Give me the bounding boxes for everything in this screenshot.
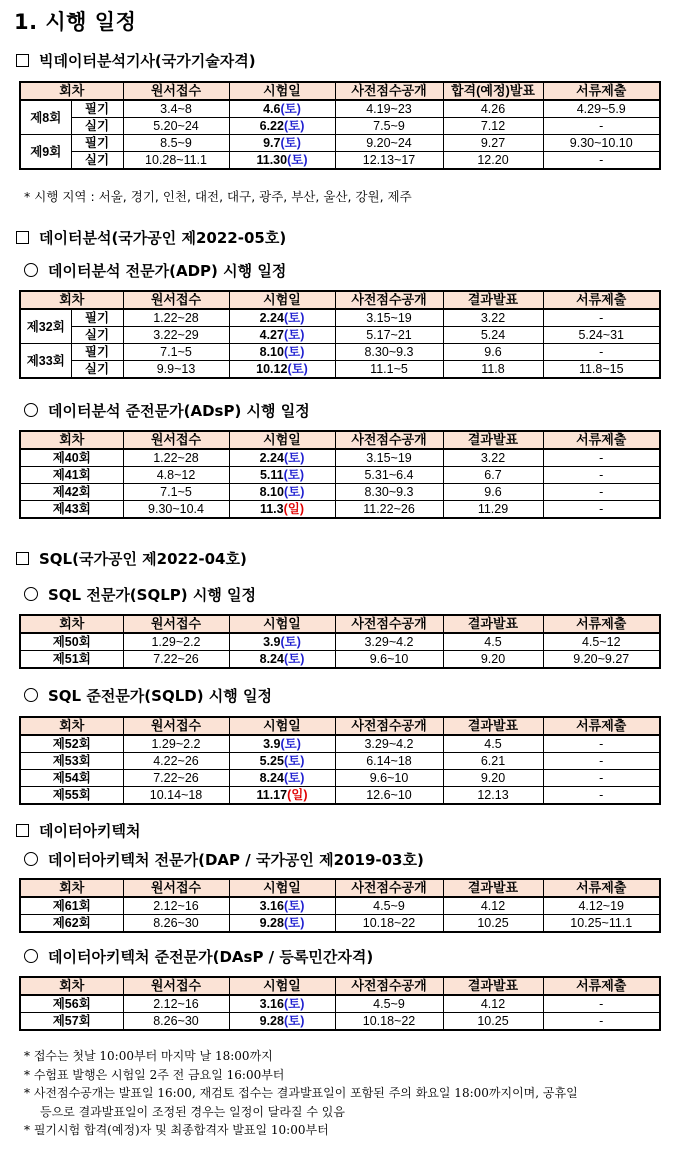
exam-weekday: (토) bbox=[283, 328, 305, 342]
round-cell: 제41회 bbox=[20, 467, 123, 484]
pre-score-cell: 8.30~9.3 bbox=[335, 344, 443, 361]
exam-date: 5.11 bbox=[259, 468, 284, 482]
docs-cell: - bbox=[543, 118, 660, 135]
docs-cell: 10.25~11.1 bbox=[543, 915, 660, 933]
pre-score-cell: 3.29~4.2 bbox=[335, 633, 443, 651]
exam-date: 4.6 bbox=[263, 102, 281, 116]
result-cell: 9.6 bbox=[443, 344, 543, 361]
docs-cell: - bbox=[543, 484, 660, 501]
exam-type-cell: 실기 bbox=[71, 152, 123, 170]
apply-period-cell: 8.5~9 bbox=[123, 135, 229, 152]
docs-cell: 9.20~9.27 bbox=[543, 651, 660, 669]
column-header: 원서접수 bbox=[123, 291, 229, 309]
pre-score-cell: 4.5~9 bbox=[335, 995, 443, 1013]
exam-date-cell bbox=[229, 770, 335, 787]
exam-date-cell bbox=[229, 897, 335, 915]
exam-weekday: (토) bbox=[280, 102, 301, 116]
exam-date-cell bbox=[229, 361, 335, 379]
column-header: 원서접수 bbox=[123, 82, 229, 100]
table-row bbox=[20, 770, 660, 787]
docs-cell: - bbox=[543, 467, 660, 484]
exam-weekday: (토) bbox=[287, 362, 308, 376]
apply-period-cell: 8.26~30 bbox=[123, 1013, 229, 1031]
exam-weekday: (토) bbox=[283, 771, 305, 785]
table-row bbox=[20, 484, 660, 501]
bigdata-table bbox=[19, 81, 661, 170]
result-cell: 3.22 bbox=[443, 309, 543, 327]
pre-score-cell: 3.15~19 bbox=[335, 449, 443, 467]
subsection-dasp: 데이터아키텍처 준전문가(DAsP / 등록민간자격) bbox=[24, 946, 373, 967]
column-header: 시험일 bbox=[229, 82, 335, 100]
column-header: 결과발표 bbox=[443, 717, 543, 735]
column-header: 시험일 bbox=[229, 615, 335, 633]
exam-weekday: (일) bbox=[287, 788, 308, 802]
column-header: 결과발표 bbox=[443, 977, 543, 995]
section-dataanalysis: 데이터분석(국가공인 제2022-05호) bbox=[16, 227, 286, 248]
exam-weekday: (토) bbox=[287, 153, 308, 167]
table-row bbox=[20, 753, 660, 770]
exam-date-cell bbox=[229, 309, 335, 327]
exam-weekday: (토) bbox=[283, 451, 305, 465]
column-header: 원서접수 bbox=[123, 879, 229, 897]
subsection-dap: 데이터아키텍처 전문가(DAP / 국가공인 제2019-03호) bbox=[24, 849, 424, 870]
round-cell: 제52회 bbox=[20, 735, 123, 753]
column-header: 서류제출 bbox=[543, 615, 660, 633]
docs-cell: - bbox=[543, 344, 660, 361]
adp-table bbox=[19, 290, 661, 379]
round-cell: 제32회 bbox=[20, 309, 71, 344]
square-bullet-icon bbox=[16, 231, 29, 244]
exam-weekday: (토) bbox=[283, 485, 305, 499]
round-cell: 제56회 bbox=[20, 995, 123, 1013]
table-row bbox=[20, 995, 660, 1013]
exam-date: 3.16 bbox=[259, 997, 284, 1011]
result-cell: 4.5 bbox=[443, 633, 543, 651]
exam-date-cell bbox=[229, 735, 335, 753]
exam-date: 11.17 bbox=[256, 788, 288, 802]
exam-region-note: * 시행 지역 : 서울, 경기, 인천, 대전, 대구, 광주, 부산, 울산, 강원, 제주 bbox=[24, 189, 412, 204]
round-cell: 제43회 bbox=[20, 501, 123, 519]
column-header: 시험일 bbox=[229, 291, 335, 309]
table-row bbox=[20, 135, 660, 152]
circle-bullet-icon bbox=[24, 852, 38, 866]
result-cell: 3.22 bbox=[443, 449, 543, 467]
round-cell: 제8회 bbox=[20, 100, 71, 135]
subsection-adp: 데이터분석 전문가(ADP) 시행 일정 bbox=[24, 260, 286, 281]
result-cell: 9.20 bbox=[443, 770, 543, 787]
exam-date-cell bbox=[229, 152, 335, 170]
table-row bbox=[20, 344, 660, 361]
exam-date: 8.10 bbox=[259, 485, 284, 499]
column-header: 합격(예정)발표 bbox=[443, 82, 543, 100]
exam-date: 3.9 bbox=[263, 737, 281, 751]
table-header-row bbox=[20, 291, 660, 309]
square-bullet-icon bbox=[16, 824, 29, 837]
docs-cell: 4.12~19 bbox=[543, 897, 660, 915]
exam-date-cell bbox=[229, 753, 335, 770]
column-header: 시험일 bbox=[229, 431, 335, 449]
result-cell: 7.12 bbox=[443, 118, 543, 135]
table-header-row bbox=[20, 431, 660, 449]
exam-weekday: (토) bbox=[280, 136, 301, 150]
exam-date: 8.24 bbox=[259, 652, 284, 666]
docs-cell: - bbox=[543, 309, 660, 327]
table-row bbox=[20, 449, 660, 467]
docs-cell: 4.29~5.9 bbox=[543, 100, 660, 118]
column-header: 회차 bbox=[20, 82, 123, 100]
column-header: 결과발표 bbox=[443, 615, 543, 633]
column-header: 시험일 bbox=[229, 977, 335, 995]
apply-period-cell: 7.1~5 bbox=[123, 344, 229, 361]
table-row bbox=[20, 735, 660, 753]
column-header: 서류제출 bbox=[543, 291, 660, 309]
exam-weekday: (토) bbox=[283, 119, 305, 133]
square-bullet-icon bbox=[16, 552, 29, 565]
exam-date-cell bbox=[229, 135, 335, 152]
column-header: 서류제출 bbox=[543, 431, 660, 449]
apply-period-cell: 1.22~28 bbox=[123, 309, 229, 327]
result-cell: 10.25 bbox=[443, 1013, 543, 1031]
footnote: * 필기시험 합격(예정)자 및 최종합격자 발표일 10:00부터 bbox=[24, 1123, 329, 1137]
exam-date: 8.24 bbox=[259, 771, 284, 785]
apply-period-cell: 1.22~28 bbox=[123, 449, 229, 467]
column-header: 회차 bbox=[20, 977, 123, 995]
footnotes bbox=[24, 1047, 578, 1140]
pre-score-cell: 3.15~19 bbox=[335, 309, 443, 327]
adsp-table bbox=[19, 430, 661, 519]
docs-cell: 11.8~15 bbox=[543, 361, 660, 379]
column-header: 서류제출 bbox=[543, 879, 660, 897]
docs-cell: - bbox=[543, 152, 660, 170]
result-cell: 11.29 bbox=[443, 501, 543, 519]
exam-type-cell: 필기 bbox=[71, 100, 123, 118]
pre-score-cell: 7.5~9 bbox=[335, 118, 443, 135]
footnote: * 접수는 첫날 10:00부터 마지막 날 18:00까지 bbox=[24, 1049, 273, 1063]
pre-score-cell: 6.14~18 bbox=[335, 753, 443, 770]
apply-period-cell: 8.26~30 bbox=[123, 915, 229, 933]
table-row bbox=[20, 118, 660, 135]
result-cell: 12.20 bbox=[443, 152, 543, 170]
pre-score-cell: 4.5~9 bbox=[335, 897, 443, 915]
exam-type-cell: 필기 bbox=[71, 344, 123, 361]
table-row bbox=[20, 897, 660, 915]
exam-date: 9.7 bbox=[263, 136, 281, 150]
round-cell: 제51회 bbox=[20, 651, 123, 669]
column-header: 서류제출 bbox=[543, 977, 660, 995]
round-cell: 제62회 bbox=[20, 915, 123, 933]
pre-score-cell: 5.31~6.4 bbox=[335, 467, 443, 484]
column-header: 결과발표 bbox=[443, 879, 543, 897]
pre-score-cell: 12.6~10 bbox=[335, 787, 443, 805]
exam-date-cell bbox=[229, 501, 335, 519]
exam-type-cell: 실기 bbox=[71, 361, 123, 379]
exam-date-cell bbox=[229, 484, 335, 501]
result-cell: 4.12 bbox=[443, 995, 543, 1013]
pre-score-cell: 8.30~9.3 bbox=[335, 484, 443, 501]
exam-date: 6.22 bbox=[259, 119, 284, 133]
footnote-continuation: 등으로 결과발표일이 조정된 경우는 일정이 달라질 수 있음 bbox=[40, 1104, 345, 1119]
table-row bbox=[20, 361, 660, 379]
table-row bbox=[20, 1013, 660, 1031]
exam-weekday: (토) bbox=[283, 899, 305, 913]
page-title: 1. 시행 일정 bbox=[14, 10, 137, 34]
result-cell: 6.7 bbox=[443, 467, 543, 484]
exam-date-cell bbox=[229, 118, 335, 135]
exam-date-cell bbox=[229, 467, 335, 484]
apply-period-cell: 5.20~24 bbox=[123, 118, 229, 135]
table-header-row bbox=[20, 615, 660, 633]
column-header: 사전점수공개 bbox=[335, 879, 443, 897]
column-header: 사전점수공개 bbox=[335, 615, 443, 633]
pre-score-cell: 3.29~4.2 bbox=[335, 735, 443, 753]
exam-weekday: (토) bbox=[283, 468, 305, 482]
exam-type-cell: 필기 bbox=[71, 309, 123, 327]
table-row bbox=[20, 309, 660, 327]
column-header: 회차 bbox=[20, 879, 123, 897]
exam-date: 10.12 bbox=[256, 362, 288, 376]
table-row bbox=[20, 100, 660, 118]
exam-date: 8.10 bbox=[259, 345, 284, 359]
exam-date: 5.25 bbox=[259, 754, 284, 768]
table-row bbox=[20, 651, 660, 669]
result-cell: 10.25 bbox=[443, 915, 543, 933]
exam-date: 2.24 bbox=[259, 451, 284, 465]
pre-score-cell: 10.18~22 bbox=[335, 1013, 443, 1031]
result-cell: 9.20 bbox=[443, 651, 543, 669]
docs-cell: - bbox=[543, 1013, 660, 1031]
apply-period-cell: 4.8~12 bbox=[123, 467, 229, 484]
subsection-sqlp: SQL 전문가(SQLP) 시행 일정 bbox=[24, 584, 256, 605]
apply-period-cell: 7.22~26 bbox=[123, 651, 229, 669]
result-cell: 4.26 bbox=[443, 100, 543, 118]
exam-date-cell bbox=[229, 787, 335, 805]
docs-cell: - bbox=[543, 449, 660, 467]
docs-cell: 5.24~31 bbox=[543, 327, 660, 344]
round-cell: 제54회 bbox=[20, 770, 123, 787]
docs-cell: - bbox=[543, 995, 660, 1013]
apply-period-cell: 3.4~8 bbox=[123, 100, 229, 118]
sqld-table bbox=[19, 716, 661, 805]
exam-weekday: (일) bbox=[283, 502, 305, 516]
exam-date: 3.9 bbox=[263, 635, 281, 649]
dasp-table bbox=[19, 976, 661, 1031]
exam-date-cell bbox=[229, 327, 335, 344]
exam-weekday: (토) bbox=[283, 311, 305, 325]
exam-date-cell bbox=[229, 915, 335, 933]
footnote: * 수험표 발행은 시험일 2주 전 금요일 16:00부터 bbox=[24, 1067, 285, 1082]
exam-date: 9.28 bbox=[259, 1014, 284, 1028]
column-header: 회차 bbox=[20, 615, 123, 633]
table-row bbox=[20, 787, 660, 805]
circle-bullet-icon bbox=[24, 688, 38, 702]
round-cell: 제50회 bbox=[20, 633, 123, 651]
docs-cell: - bbox=[543, 787, 660, 805]
pre-score-cell: 10.18~22 bbox=[335, 915, 443, 933]
column-header: 사전점수공개 bbox=[335, 82, 443, 100]
column-header: 원서접수 bbox=[123, 431, 229, 449]
result-cell: 11.8 bbox=[443, 361, 543, 379]
section-dataarch: 데이터아키텍처 bbox=[16, 820, 140, 841]
table-header-row bbox=[20, 977, 660, 995]
dap-table bbox=[19, 878, 661, 933]
exam-type-cell: 필기 bbox=[71, 135, 123, 152]
exam-date-cell bbox=[229, 344, 335, 361]
column-header: 원서접수 bbox=[123, 615, 229, 633]
round-cell: 제33회 bbox=[20, 344, 71, 379]
column-header: 시험일 bbox=[229, 717, 335, 735]
apply-period-cell: 9.9~13 bbox=[123, 361, 229, 379]
column-header: 사전점수공개 bbox=[335, 977, 443, 995]
sqlp-table bbox=[19, 614, 661, 669]
pre-score-cell: 9.20~24 bbox=[335, 135, 443, 152]
docs-cell: - bbox=[543, 735, 660, 753]
apply-period-cell: 3.22~29 bbox=[123, 327, 229, 344]
pre-score-cell: 9.6~10 bbox=[335, 651, 443, 669]
docs-cell: 4.5~12 bbox=[543, 633, 660, 651]
table-row bbox=[20, 915, 660, 933]
result-cell: 5.24 bbox=[443, 327, 543, 344]
column-header: 시험일 bbox=[229, 879, 335, 897]
exam-date: 11.30 bbox=[256, 153, 288, 167]
docs-cell: - bbox=[543, 770, 660, 787]
result-cell: 6.21 bbox=[443, 753, 543, 770]
column-header: 사전점수공개 bbox=[335, 431, 443, 449]
circle-bullet-icon bbox=[24, 587, 38, 601]
table-row bbox=[20, 501, 660, 519]
exam-date: 3.16 bbox=[259, 899, 284, 913]
result-cell: 12.13 bbox=[443, 787, 543, 805]
exam-weekday: (토) bbox=[280, 635, 301, 649]
exam-date: 9.28 bbox=[259, 916, 284, 930]
exam-weekday: (토) bbox=[283, 1014, 305, 1028]
table-header-row bbox=[20, 82, 660, 100]
circle-bullet-icon bbox=[24, 949, 38, 963]
round-cell: 제57회 bbox=[20, 1013, 123, 1031]
exam-weekday: (토) bbox=[283, 997, 305, 1011]
apply-period-cell: 7.22~26 bbox=[123, 770, 229, 787]
circle-bullet-icon bbox=[24, 263, 38, 277]
exam-weekday: (토) bbox=[280, 737, 301, 751]
subsection-adsp: 데이터분석 준전문가(ADsP) 시행 일정 bbox=[24, 400, 310, 421]
exam-date-cell bbox=[229, 995, 335, 1013]
apply-period-cell: 2.12~16 bbox=[123, 995, 229, 1013]
exam-weekday: (토) bbox=[283, 345, 305, 359]
exam-date-cell bbox=[229, 449, 335, 467]
table-header-row bbox=[20, 717, 660, 735]
pre-score-cell: 5.17~21 bbox=[335, 327, 443, 344]
round-cell: 제9회 bbox=[20, 135, 71, 170]
column-header: 결과발표 bbox=[443, 291, 543, 309]
square-bullet-icon bbox=[16, 54, 29, 67]
subsection-sqld: SQL 준전문가(SQLD) 시행 일정 bbox=[24, 685, 272, 706]
result-cell: 4.12 bbox=[443, 897, 543, 915]
section-bigdata: 빅데이터분석기사(국가기술자격) bbox=[16, 50, 256, 71]
apply-period-cell: 4.22~26 bbox=[123, 753, 229, 770]
pre-score-cell: 12.13~17 bbox=[335, 152, 443, 170]
exam-date-cell bbox=[229, 651, 335, 669]
exam-date-cell bbox=[229, 100, 335, 118]
exam-weekday: (토) bbox=[283, 916, 305, 930]
round-cell: 제42회 bbox=[20, 484, 123, 501]
round-cell: 제53회 bbox=[20, 753, 123, 770]
column-header: 원서접수 bbox=[123, 977, 229, 995]
pre-score-cell: 11.22~26 bbox=[335, 501, 443, 519]
section-sql: SQL(국가공인 제2022-04호) bbox=[16, 548, 247, 569]
column-header: 원서접수 bbox=[123, 717, 229, 735]
round-cell: 제55회 bbox=[20, 787, 123, 805]
exam-date: 11.3 bbox=[259, 502, 284, 516]
exam-date: 2.24 bbox=[259, 311, 284, 325]
exam-type-cell: 실기 bbox=[71, 118, 123, 135]
round-cell: 제40회 bbox=[20, 449, 123, 467]
apply-period-cell: 1.29~2.2 bbox=[123, 735, 229, 753]
pre-score-cell: 4.19~23 bbox=[335, 100, 443, 118]
table-row bbox=[20, 633, 660, 651]
exam-weekday: (토) bbox=[283, 652, 305, 666]
table-row bbox=[20, 152, 660, 170]
column-header: 사전점수공개 bbox=[335, 717, 443, 735]
exam-weekday: (토) bbox=[283, 754, 305, 768]
docs-cell: - bbox=[543, 753, 660, 770]
apply-period-cell: 10.14~18 bbox=[123, 787, 229, 805]
column-header: 회차 bbox=[20, 291, 123, 309]
footnote: * 사전점수공개는 발표일 16:00, 재검토 접수는 결과발표일이 포함된 주의 화요일 18:00까지이며, 공휴일 bbox=[24, 1086, 578, 1100]
round-cell: 제61회 bbox=[20, 897, 123, 915]
apply-period-cell: 9.30~10.4 bbox=[123, 501, 229, 519]
pre-score-cell: 9.6~10 bbox=[335, 770, 443, 787]
column-header: 회차 bbox=[20, 431, 123, 449]
table-row bbox=[20, 467, 660, 484]
result-cell: 9.27 bbox=[443, 135, 543, 152]
column-header: 회차 bbox=[20, 717, 123, 735]
table-row bbox=[20, 327, 660, 344]
apply-period-cell: 2.12~16 bbox=[123, 897, 229, 915]
column-header: 서류제출 bbox=[543, 82, 660, 100]
exam-date-cell bbox=[229, 633, 335, 651]
pre-score-cell: 11.1~5 bbox=[335, 361, 443, 379]
exam-type-cell: 실기 bbox=[71, 327, 123, 344]
column-header: 서류제출 bbox=[543, 717, 660, 735]
exam-date: 4.27 bbox=[259, 328, 284, 342]
apply-period-cell: 1.29~2.2 bbox=[123, 633, 229, 651]
apply-period-cell: 10.28~11.1 bbox=[123, 152, 229, 170]
column-header: 결과발표 bbox=[443, 431, 543, 449]
docs-cell: 9.30~10.10 bbox=[543, 135, 660, 152]
column-header: 사전점수공개 bbox=[335, 291, 443, 309]
apply-period-cell: 7.1~5 bbox=[123, 484, 229, 501]
circle-bullet-icon bbox=[24, 403, 38, 417]
result-cell: 4.5 bbox=[443, 735, 543, 753]
exam-date-cell bbox=[229, 1013, 335, 1031]
docs-cell: - bbox=[543, 501, 660, 519]
table-header-row bbox=[20, 879, 660, 897]
result-cell: 9.6 bbox=[443, 484, 543, 501]
